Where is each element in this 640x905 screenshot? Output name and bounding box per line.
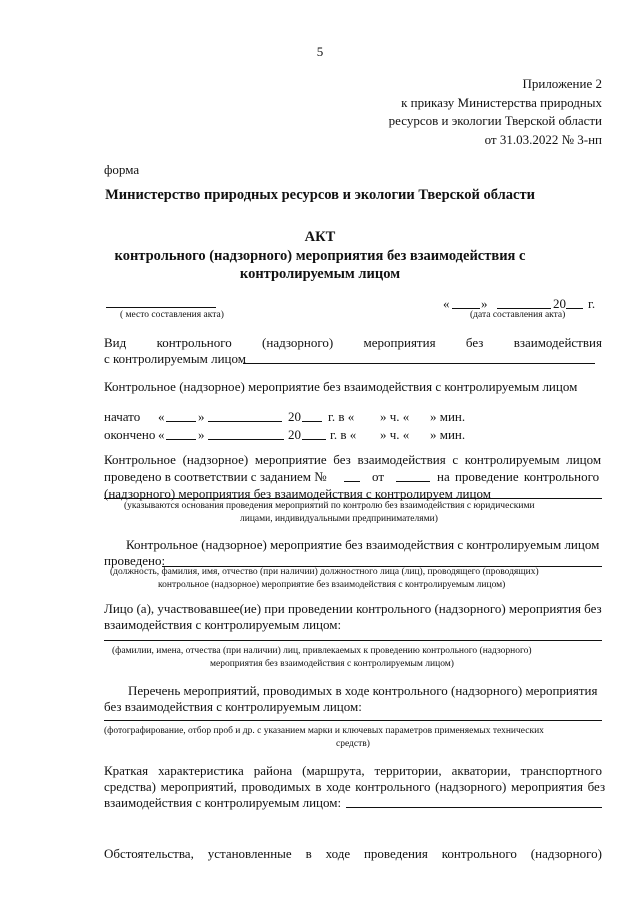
finished-year-prefix: 20 <box>288 427 301 442</box>
participants-line-1: Лицо (а), участвовавшее(ие) при проведении контрольного (надзорного) мероприятия без <box>104 601 602 616</box>
place-caption: ( место составления акта) <box>120 310 224 320</box>
ministry-name: Министерство природных ресурсов и экологии Тверской области <box>105 187 535 203</box>
circumstances-word: ходе <box>325 846 351 861</box>
area-word: (маршрута, <box>302 763 365 778</box>
conducted-caption-2: контрольное (надзорное) мероприятие без взаимодействия с контролируемым лицом) <box>158 580 506 590</box>
area-line-3: взаимодействия с контролируемым лицом: <box>104 795 342 810</box>
appendix-line-4: от 31.03.2022 № 3-нп <box>484 132 602 147</box>
circumstances-word: (надзорного) <box>530 846 602 861</box>
date-quote-close: » <box>481 296 488 311</box>
activities-line-2: без взаимодействия с контролируемым лицом: <box>104 699 362 714</box>
area-word: характеристика <box>158 763 244 778</box>
conducted-caption-1: (должность, фамилия, имя, отчество (при наличии) должностного лица (лиц), проводящего (проводящих) <box>110 567 539 577</box>
finished-quote-close: » <box>198 427 205 442</box>
started-hours: » ч. « <box>380 409 410 424</box>
circumstances-word: установленные <box>207 846 292 861</box>
basis-line-2-c: на проведение контрольного <box>437 469 600 484</box>
basis-line-3: (надзорного) мероприятия без взаимодействия с контролируем лицом <box>104 486 491 501</box>
appendix-line-3: ресурсов и экологии Тверской области <box>388 113 602 128</box>
date-caption: (дата составления акта) <box>470 310 566 320</box>
basis-line-2-a: проведено в соответствии с заданием № <box>104 469 327 484</box>
type-word: Вид <box>104 335 127 350</box>
event-heading: Контрольное (надзорное) мероприятие без взаимодействия с контролируемым лицом <box>104 379 578 394</box>
task-number-field[interactable] <box>344 481 360 482</box>
started-minutes: » мин. <box>430 409 466 424</box>
finished-label: окончено <box>104 427 156 442</box>
date-day-field[interactable] <box>452 308 480 309</box>
circumstances-word: проведения <box>363 846 428 861</box>
type-word: (надзорного) <box>262 335 334 350</box>
circumstances-word: Обстоятельства, <box>104 846 194 861</box>
date-year-field[interactable] <box>566 308 583 309</box>
appendix-line-2: к приказу Министерства природных <box>401 95 602 110</box>
started-time-open: г. в « <box>328 409 355 424</box>
circumstances-word: в <box>305 846 312 861</box>
started-year-field[interactable] <box>302 421 322 422</box>
area-word: Краткая <box>104 763 149 778</box>
finished-hours: » ч. « <box>380 427 410 442</box>
finished-month-field[interactable] <box>208 439 284 440</box>
started-day-field[interactable] <box>166 421 196 422</box>
area-word: транспортного <box>520 763 602 778</box>
act-title: АКТ <box>304 229 336 245</box>
date-year-suffix: г. <box>588 296 596 311</box>
participants-caption-2: мероприятия без взаимодействия с контролируемым лицом) <box>210 659 454 669</box>
conducted-line-2: проведено: <box>104 553 166 568</box>
task-date-field[interactable] <box>396 481 430 482</box>
place-field[interactable] <box>106 307 216 308</box>
conducted-line-1: Контрольное (надзорное) мероприятие без взаимодействия с контролируемым лицом <box>126 537 600 552</box>
area-line-1 <box>104 763 602 779</box>
basis-caption-1: (указываются основания проведения мероприятий по контролю без взаимодействия с юридическими <box>124 501 535 511</box>
type-field[interactable] <box>243 363 595 364</box>
date-month-field[interactable] <box>497 308 551 309</box>
basis-line-1: Контрольное (надзорное) мероприятие без взаимодействия с контролируемым лицом <box>104 452 602 467</box>
participants-field[interactable] <box>104 640 602 641</box>
page-number: 5 <box>316 44 324 59</box>
type-word: контрольного <box>156 335 232 350</box>
started-quote-close: » <box>198 409 205 424</box>
circumstances-line-1 <box>104 846 602 862</box>
area-line-2: средства) мероприятий, проводимых в ходе контрольного (надзорного) мероприятия без <box>104 779 606 794</box>
area-word: территории, <box>374 763 442 778</box>
finished-day-field[interactable] <box>166 439 196 440</box>
type-word: без <box>465 335 484 350</box>
act-subtitle-2: контролируемым лицом <box>239 266 401 282</box>
area-field[interactable] <box>346 807 602 808</box>
area-word: района <box>253 763 293 778</box>
basis-caption-2: лицами, индивидуальными предпринимателями) <box>240 514 438 524</box>
finished-year-field[interactable] <box>302 439 326 440</box>
finished-quote-open: « <box>158 427 165 442</box>
date-quote-open: « <box>443 296 450 311</box>
started-quote-open: « <box>158 409 165 424</box>
basis-line-2-b: от <box>372 469 385 484</box>
type-line-2: с контролируемым лицом <box>104 351 246 366</box>
started-month-field[interactable] <box>208 421 282 422</box>
date-year-prefix: 20 <box>553 296 566 311</box>
activities-caption-2: средств) <box>336 739 370 749</box>
participants-line-2: взаимодействия с контролируемым лицом: <box>104 617 342 632</box>
area-word: акватории, <box>451 763 511 778</box>
form-label: форма <box>104 162 140 177</box>
activities-field[interactable] <box>104 720 602 721</box>
activities-line-1: Перечень мероприятий, проводимых в ходе контрольного (надзорного) мероприятия <box>128 683 598 698</box>
circumstances-word: контрольного <box>441 846 517 861</box>
finished-time-open: г. в « <box>330 427 357 442</box>
act-subtitle-1: контрольного (надзорного) мероприятия без взаимодействия с <box>114 248 526 264</box>
type-word: мероприятия <box>363 335 436 350</box>
basis-field[interactable] <box>104 498 602 499</box>
started-label: начато <box>104 409 141 424</box>
participants-caption-1: (фамилии, имена, отчества (при наличии) лиц, привлекаемых к проведению контрольного (надзорного) <box>112 646 532 656</box>
started-year-prefix: 20 <box>288 409 301 424</box>
activities-caption-1: (фотографирование, отбор проб и др. с указанием марки и ключевых параметров применяемых технических <box>104 726 544 736</box>
type-line-1 <box>104 335 602 351</box>
appendix-line-1: Приложение 2 <box>522 76 602 91</box>
type-word: взаимодействия <box>513 335 602 350</box>
finished-minutes: » мин. <box>430 427 466 442</box>
